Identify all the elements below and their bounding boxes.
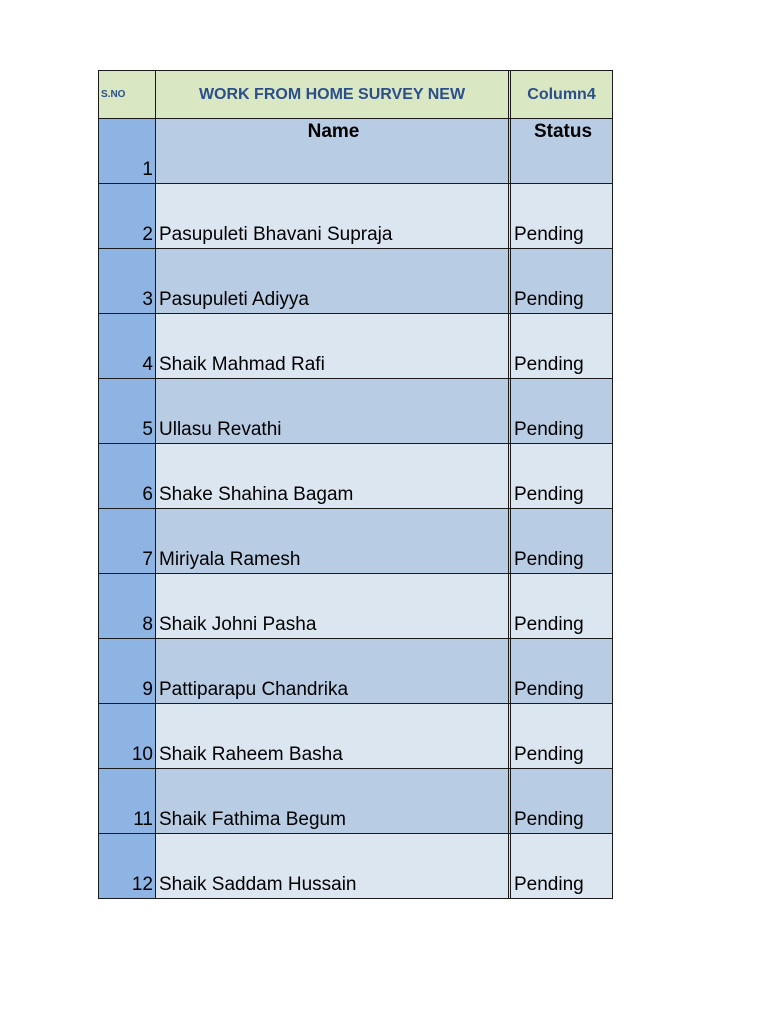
sno-cell: 8 — [99, 574, 156, 638]
table-row — [99, 184, 613, 249]
name-cell: Pasupuleti Bhavani Supraja — [156, 184, 511, 248]
name-cell: Shaik Johni Pasha — [156, 574, 511, 638]
name-cell: Shaik Mahmad Rafi — [156, 314, 511, 378]
table-row — [99, 509, 613, 574]
status-cell: Pending — [511, 379, 613, 443]
table-row — [99, 574, 613, 639]
table-title-header: WORK FROM HOME SURVEY NEW — [156, 71, 511, 118]
name-column-title: Name — [156, 119, 511, 183]
table-row — [99, 379, 613, 444]
status-cell: Pending — [511, 574, 613, 638]
status-cell: Pending — [511, 509, 613, 573]
sno-cell: 9 — [99, 639, 156, 703]
table-row — [99, 314, 613, 379]
name-cell: Shake Shahina Bagam — [156, 444, 511, 508]
sno-cell: 1 — [99, 119, 156, 183]
status-cell: Pending — [511, 769, 613, 833]
status-cell: Pending — [511, 704, 613, 768]
table-row — [99, 834, 613, 899]
sno-cell: 2 — [99, 184, 156, 248]
status-column-title: Status — [511, 119, 613, 183]
table-row — [99, 249, 613, 314]
sno-cell: 5 — [99, 379, 156, 443]
status-cell: Pending — [511, 314, 613, 378]
status-cell: Pending — [511, 249, 613, 313]
name-cell: Pasupuleti Adiyya — [156, 249, 511, 313]
sno-cell: 7 — [99, 509, 156, 573]
table-row — [99, 639, 613, 704]
name-cell: Shaik Raheem Basha — [156, 704, 511, 768]
header-row — [99, 71, 613, 119]
sno-cell: 11 — [99, 769, 156, 833]
name-cell: Pattiparapu Chandrika — [156, 639, 511, 703]
table-row — [99, 444, 613, 509]
column4-header: Column4 — [511, 71, 613, 118]
name-cell: Shaik Fathima Begum — [156, 769, 511, 833]
sno-cell: 3 — [99, 249, 156, 313]
status-cell: Pending — [511, 184, 613, 248]
status-cell: Pending — [511, 444, 613, 508]
sno-header: S.NO — [99, 71, 156, 118]
survey-table — [98, 70, 613, 899]
status-cell: Pending — [511, 834, 613, 898]
sno-cell: 4 — [99, 314, 156, 378]
sno-cell: 6 — [99, 444, 156, 508]
sno-cell: 12 — [99, 834, 156, 898]
name-cell: Ullasu Revathi — [156, 379, 511, 443]
name-cell: Miriyala Ramesh — [156, 509, 511, 573]
sno-cell: 10 — [99, 704, 156, 768]
name-cell: Shaik Saddam Hussain — [156, 834, 511, 898]
status-cell: Pending — [511, 639, 613, 703]
table-row — [99, 704, 613, 769]
table-row — [99, 119, 613, 184]
table-row — [99, 769, 613, 834]
